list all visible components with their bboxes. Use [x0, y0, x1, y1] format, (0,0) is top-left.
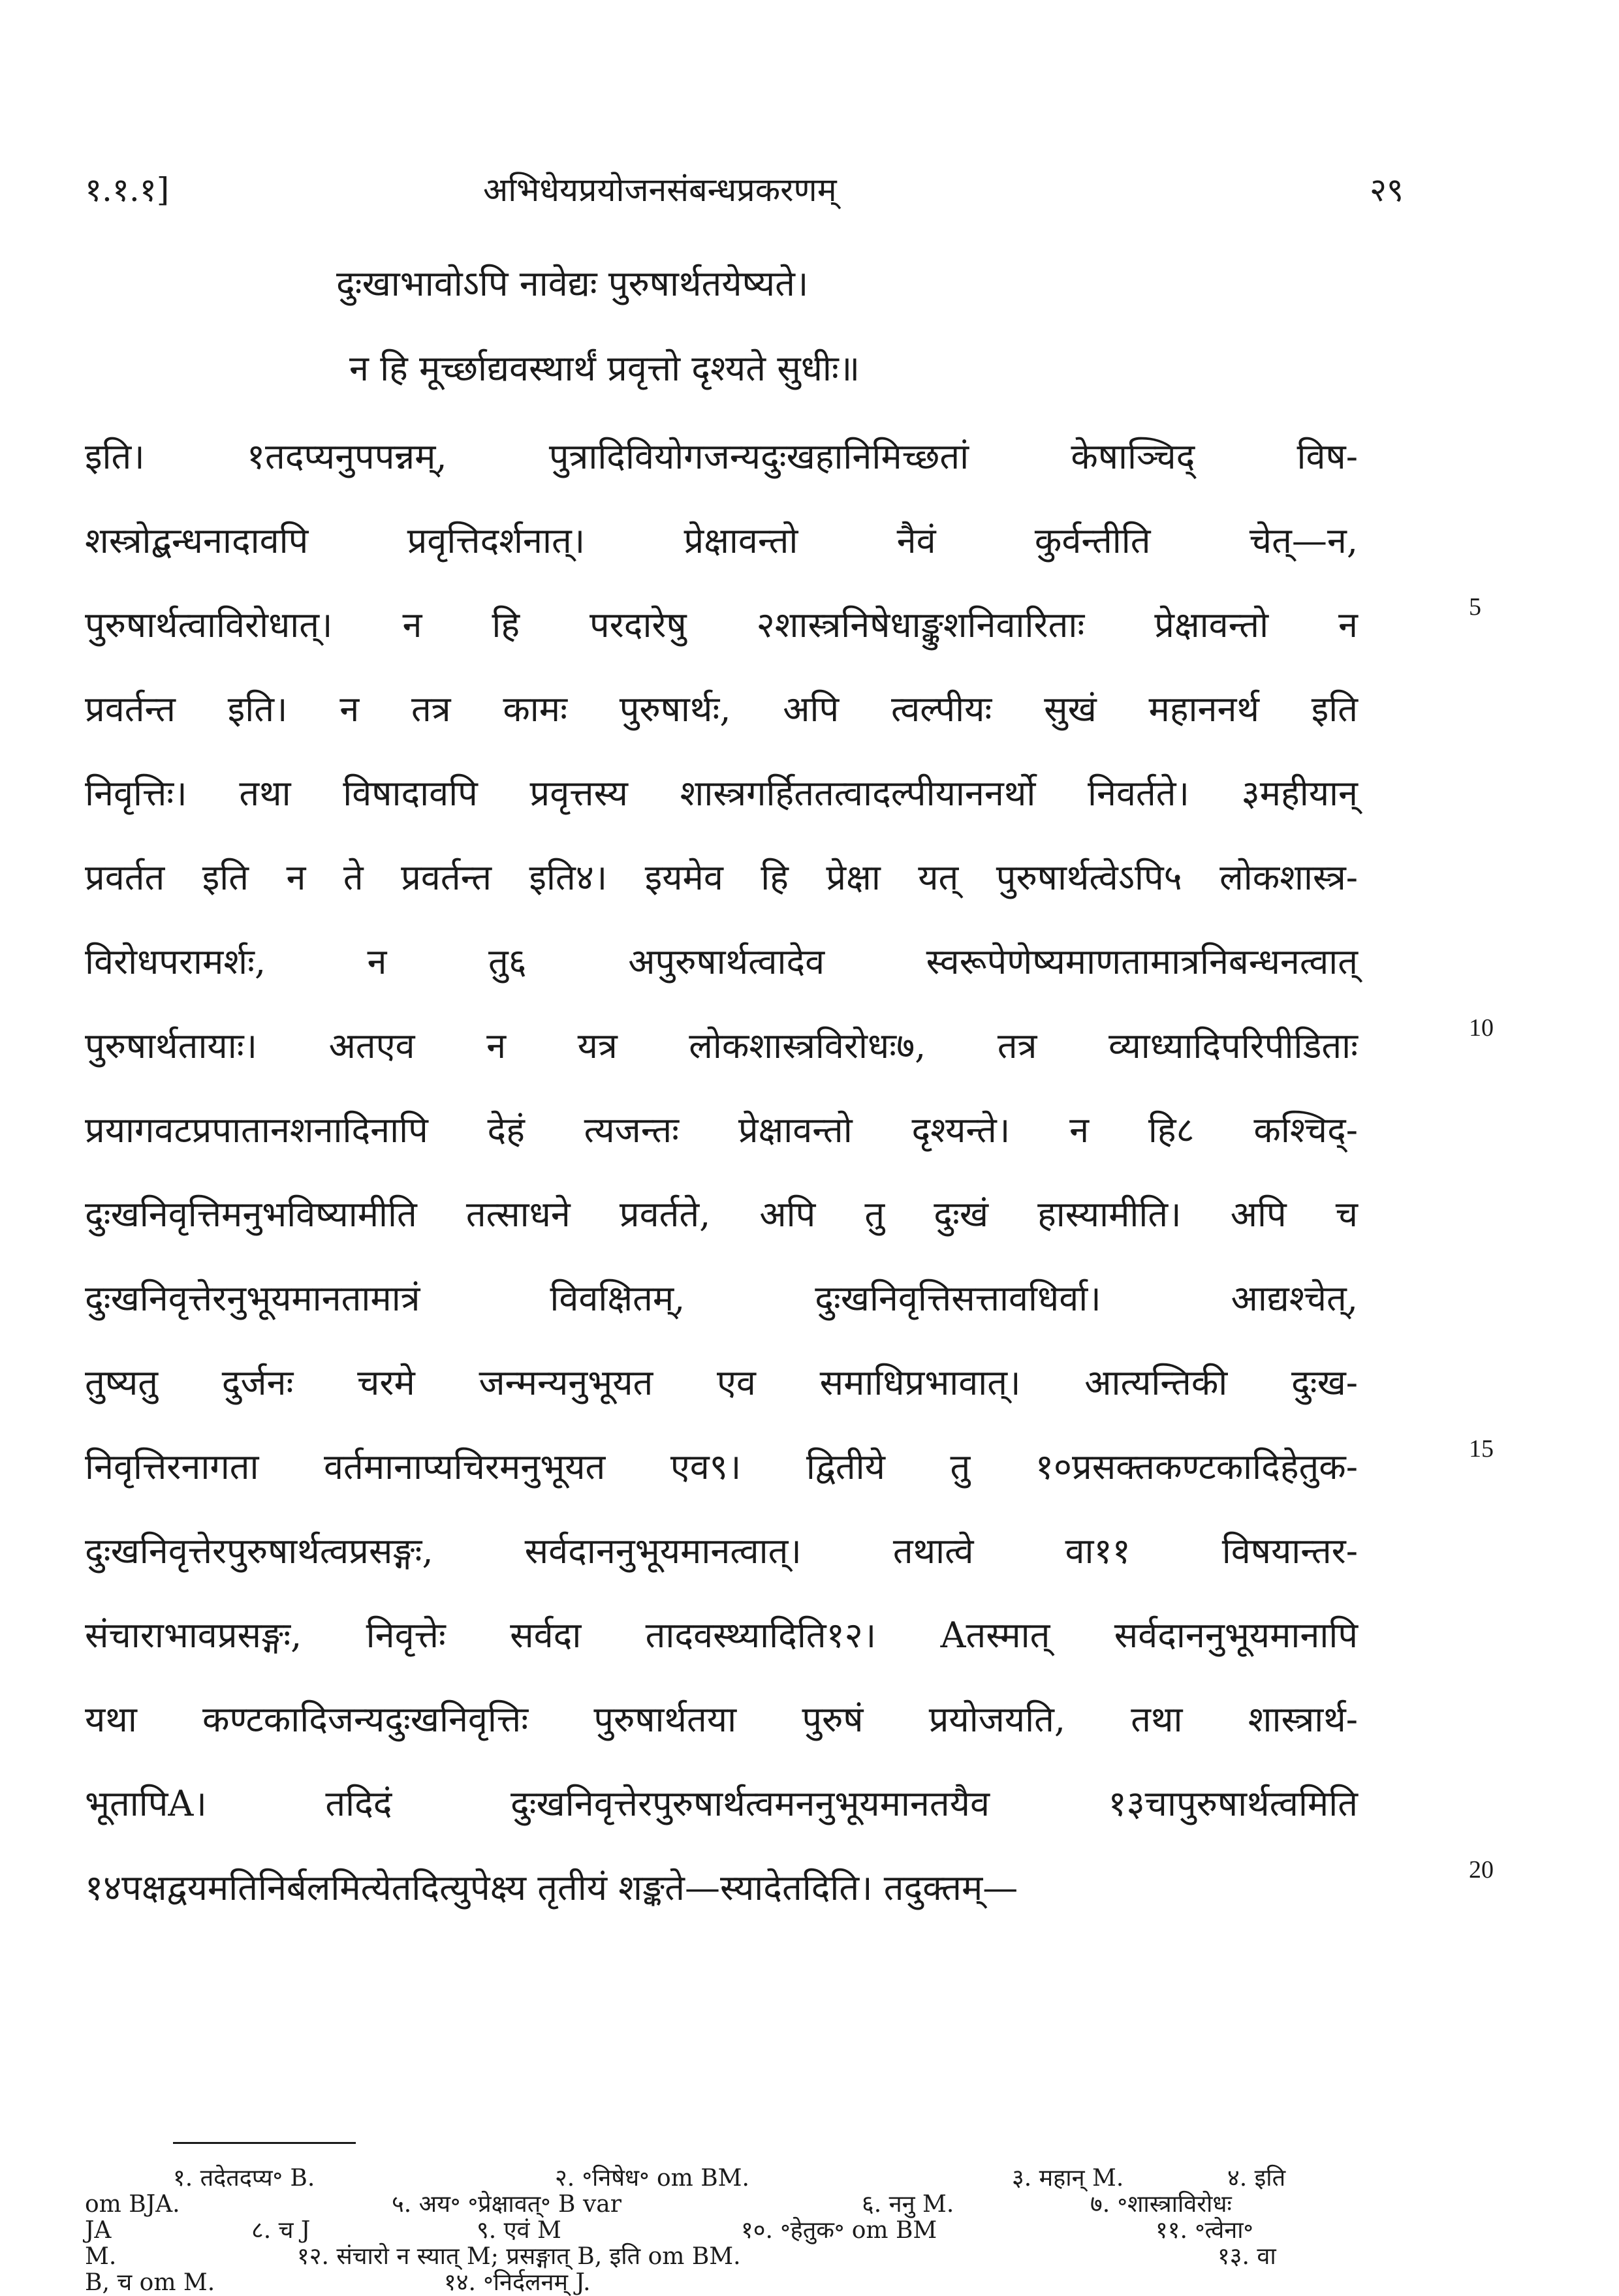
- footnote: ११. ॰त्वेना॰: [1155, 2217, 1253, 2244]
- footnote-line: [85, 2192, 1358, 2218]
- footnote: १२. संचारो न स्यात् M; प्रसङ्गात् B, इति om BM.: [297, 2243, 741, 2270]
- text-line: दुःखनिवृत्तेरनुभूयमानतामात्रं विवक्षितम्, दुःखनिवृत्तिसत्तावधिर्वा। आद्यश्चेत्,: [85, 1278, 1358, 1319]
- text-line: शस्त्रोद्बन्धनादावपि प्रवृत्तिदर्शनात्। प्रेक्षावन्तो नैवं कुर्वन्तीति चेत्—न,: [85, 520, 1358, 561]
- text-line: १४पक्षद्वयमतिनिर्बलमित्येतदित्युपेक्ष्य तृतीयं शङ्कते—स्यादेतदिति। तदुक्तम्—: [85, 1867, 1018, 1908]
- footnote: ५. अय॰ ॰प्रेक्षावत्॰ B var: [392, 2191, 621, 2218]
- text-line: विरोधपरामर्शः, न तु६ अपुरुषार्थत्वादेव स्वरूपेणेष्यमाणतामात्रनिबन्धनत्वात्: [85, 941, 1358, 982]
- text-line: पुरुषार्थत्वाविरोधात्। न हि परदारेषु २शास्त्रनिषेधाङ्कुशनिवारिताः प्रेक्षावन्तो न: [85, 604, 1358, 645]
- footnote: २. ॰निषेध॰ om BM.: [555, 2165, 749, 2192]
- footnote: १३. वा: [1218, 2243, 1276, 2270]
- page-number: २९: [1370, 171, 1404, 209]
- footnote-rule: [173, 2142, 356, 2144]
- line-number: 20: [1469, 1856, 1494, 1884]
- text-line: प्रवर्तन्त इति। न तत्र कामः पुरुषार्थः, अपि त्वल्पीयः सुखं महाननर्थ इति: [85, 689, 1358, 730]
- verse-line: न हि मूर्च्छाद्यवस्थार्थं प्रवृत्तो दृश्यते सुधीः॥: [349, 348, 860, 389]
- footnote-line: [85, 2270, 1358, 2296]
- text-line: भूतापिA। तदिदं दुःखनिवृत्तेरपुरुषार्थत्वमननुभूयमानतयैव १३चापुरुषार्थत्वमिति: [85, 1783, 1358, 1824]
- footnote: ९. एवं M: [477, 2217, 561, 2244]
- footnote: १०. ॰हेतुक॰ om BM: [741, 2217, 937, 2244]
- text-line: निवृत्तिरनागता वर्तमानाप्यचिरमनुभूयत एव९। द्वितीये तु १०प्रसक्तकण्टकादिहेतुक-: [85, 1446, 1358, 1487]
- footnote: M.: [85, 2243, 117, 2270]
- text-line: दुःखनिवृत्तिमनुभविष्यामीति तत्साधने प्रवर्तते, अपि तु दुःखं हास्यामीति। अपि च: [85, 1194, 1358, 1235]
- text-line: पुरुषार्थतायाः। अतएव न यत्र लोकशास्त्रविरोधः७, तत्र व्याध्यादिपरिपीडिताः: [85, 1025, 1358, 1066]
- text-line: दुःखनिवृत्तेरपुरुषार्थत्वप्रसङ्गः, सर्वदाननुभूयमानत्वात्। तथात्वे वा११ विषयान्तर-: [85, 1530, 1358, 1572]
- line-number: 10: [1469, 1014, 1494, 1042]
- chapter-title: अभिधेयप्रयोजनसंबन्धप्रकरणम्: [483, 171, 837, 209]
- text-line: इति। १तदप्यनुपपन्नम्, पुत्रादिवियोगजन्यदुःखहानिमिच्छतां केषाञ्चिद् विष-: [85, 436, 1358, 477]
- text-line: यथा कण्टकादिजन्यदुःखनिवृत्तिः पुरुषार्थतया पुरुषं प्रयोजयति, तथा शास्त्रार्थ-: [85, 1699, 1358, 1740]
- running-head: [85, 166, 1404, 225]
- footnote-line: [85, 2218, 1358, 2244]
- footnote: om BJA.: [85, 2191, 180, 2218]
- line-number: 15: [1469, 1435, 1494, 1463]
- footnote: B, च om M.: [85, 2269, 215, 2296]
- verse-line: दुःखाभावोऽपि नावेद्यः पुरुषार्थतयेष्यते।: [336, 263, 809, 304]
- text-line: प्रयागवटप्रपातानशनादिनापि देहं त्यजन्तः प्रेक्षावन्तो दृश्यन्ते। न हि८ कश्चिद्-: [85, 1109, 1358, 1151]
- commentary-text: [85, 424, 1494, 1940]
- footnotes: [85, 2165, 1358, 2296]
- footnote: ३. महान् M.: [1012, 2165, 1124, 2192]
- text-line: प्रवर्तत इति न ते प्रवर्तन्त इति४। इयमेव हि प्रेक्षा यत् पुरुषार्थत्वेऽपि५ लोकशास्त्र-: [85, 857, 1358, 898]
- footnote-line: [85, 2244, 1358, 2270]
- footnote: ७. ॰शास्त्राविरोधः: [1090, 2191, 1232, 2218]
- footnote: JA: [85, 2217, 112, 2244]
- text-line: तुष्यतु दुर्जनः चरमे जन्मन्यनुभूयत एव समाधिप्रभावात्। आत्यन्तिकी दुःख-: [85, 1362, 1358, 1403]
- footnote: ४. इति: [1227, 2165, 1286, 2192]
- footnote: ६. ननु M.: [862, 2191, 954, 2218]
- footnote-line: [85, 2165, 1358, 2192]
- section-number: १.१.१]: [85, 171, 170, 209]
- text-line: संचाराभावप्रसङ्गः, निवृत्तेः सर्वदा तादवस्थ्यादिति१२। Aतस्मात् सर्वदाननुभूयमानापि: [85, 1615, 1358, 1656]
- footnote: ८. च J: [251, 2217, 311, 2244]
- footnote: १. तदेतदप्य॰ B.: [173, 2165, 315, 2192]
- line-number: 5: [1469, 593, 1481, 621]
- footnote: १४. ॰निर्दलनम् J.: [444, 2269, 591, 2296]
- text-line: निवृत्तिः। तथा विषादावपि प्रवृत्तस्य शास्त्रगर्हिततत्वादल्पीयाननर्थो निवर्तते। ३महीयान्: [85, 773, 1358, 814]
